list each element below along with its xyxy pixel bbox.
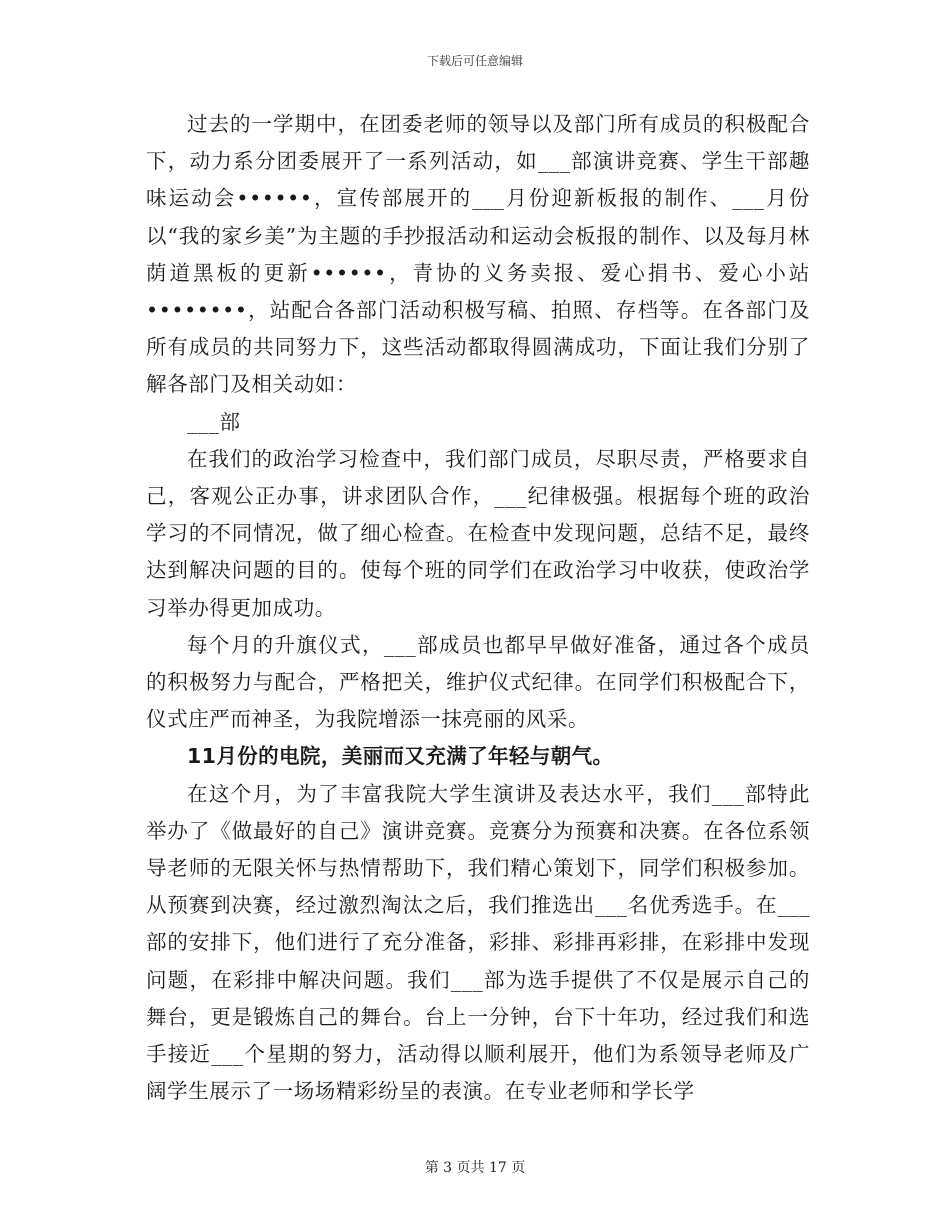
page-header-note: 下载后可任意编辑 [426,54,523,68]
document-body [146,106,810,1110]
paragraph-speech-contest: 在这个月，为了丰富我院大学生演讲及表达水平，我们___部特此举办了《做最好的自己》演讲竞赛。竞赛分为预赛和决赛。在各位系领导老师的无限关怀与热情帮助下，我们精心策划下，同学们积极参加。从预赛到决赛，经过激烈淘汰之后，我们推选出___名优秀选手。在___部的安排下，他们进行了充分准备，彩排、彩排再彩排，在彩排中发现问题，在彩排中解决问题。我们___部为选手提供了不仅是展示自己的舞台，更是锻炼自己的舞台。台上一分钟，台下十年功，经过我们和选手接近___个星期的努力，活动得以顺利展开，他们为系领导老师及广阔学生展示了一场场精彩纷呈的表演。在专业老师和学长学 [146,781,810,1104]
paragraph-intro: 过去的一学期中，在团委老师的领导以及部门所有成员的积极配合下，动力系分团委展开了一系列活动，如___部演讲竞赛、学生干部趣味运动会••••••，宣传部展开的___月份迎新板报的制作、___月份以“我的家乡美”为主题的手抄报活动和运动会板报的制作、以及每月林荫道黑板的更新••••••，青协的义务卖报、爱心捐书、爱心小站••••••••，站配合各部门活动积极写稿、拍照、存档等。在各部门及所有成员的共同努力下，这些活动都取得圆满成功，下面让我们分别了解各部门及相关动如： [146,112,810,397]
section-heading: ___部 [187,409,241,434]
paragraph-november-heading: 11月份的电院，美丽而又充满了年轻与朝气。 [187,744,614,769]
page-number: 第 3 页共 17 页 [424,1160,526,1176]
paragraph-flag-ceremony: 每个月的升旗仪式，___部成员也都早早做好准备，通过各个成员的积极努力与配合，严格把关，维护仪式纪律。在同学们积极配合下，仪式庄严而神圣，为我院增添一抹亮丽的风采。 [146,632,810,732]
paragraph-political-study: 在我们的政治学习检查中，我们部门成员，尽职尽责，严格要求自己，客观公正办事，讲求团队合作，___纪律极强。根据每个班的政治学习的不同情况，做了细心检查。在检查中发现问题，总结不足，最终达到解决问题的目的。使每个班的同学们在政治学习中收获，使政治学习举办得更加成功。 [146,446,810,620]
